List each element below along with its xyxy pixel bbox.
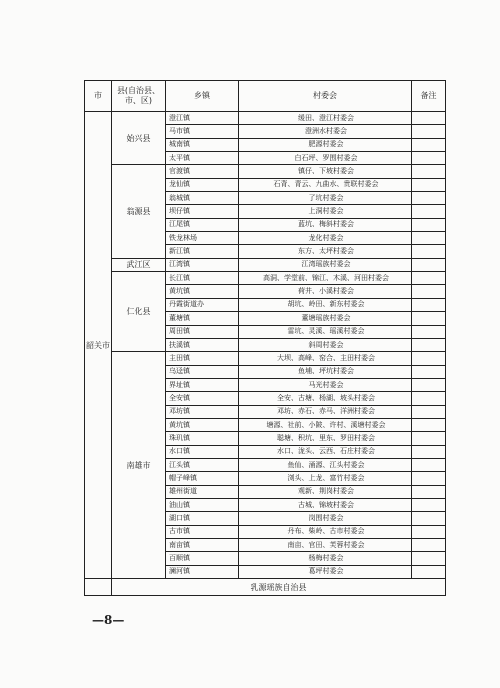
village-cell: 鱼埔、坪坑村委会 (239, 365, 412, 378)
village-cell: 南亩、官田、芙蓉村委会 (239, 539, 412, 552)
town-cell: 油山镇 (166, 498, 239, 511)
remark-cell (412, 552, 446, 565)
village-cell: 上洞村委会 (239, 205, 412, 218)
remark-cell (412, 138, 446, 151)
village-cell: 斜周村委会 (239, 338, 412, 351)
remark-cell (412, 312, 446, 325)
village-cell: 水口、泷头、云西、石庄村委会 (239, 445, 412, 458)
remark-cell (412, 232, 446, 245)
remark-cell (412, 432, 446, 445)
table-row (85, 112, 446, 125)
county-cell: 始兴县 (112, 112, 166, 165)
village-cell: 镇仔、下坡村委会 (239, 165, 412, 178)
remark-cell (412, 178, 446, 191)
remark-cell (412, 218, 446, 231)
village-cell: 东方、太坪村委会 (239, 245, 412, 258)
village-cell: 丹布、柴岭、古市村委会 (239, 525, 412, 538)
town-cell: 龙仙镇 (166, 178, 239, 191)
remark-cell (412, 565, 446, 578)
remark-cell (412, 525, 446, 538)
village-cell: 塘源、社前、小陂、许村、溪塘村委会 (239, 418, 412, 431)
county-cell: 翁源县 (112, 165, 166, 258)
remark-cell (412, 472, 446, 485)
village-cell: 葛坪村委会 (239, 565, 412, 578)
village-cell: 观新、荆岗村委会 (239, 485, 412, 498)
header-remark: 备注 (412, 81, 446, 112)
town-cell: 邓坊镇 (166, 405, 239, 418)
village-cell: 杨梅村委会 (239, 552, 412, 565)
town-cell: 江尾镇 (166, 218, 239, 231)
header-town: 乡镇 (166, 81, 239, 112)
town-cell: 马市镇 (166, 125, 239, 138)
county-cell: 武江区 (112, 258, 166, 271)
town-cell: 黄坑镇 (166, 285, 239, 298)
town-cell: 珠玑镇 (166, 432, 239, 445)
table-row (85, 165, 446, 178)
remark-cell (412, 539, 446, 552)
village-cell: 大坝、高峰、窑合、主田村委会 (239, 352, 412, 365)
village-cell: 高洞、学堂前、锦江、木溪、河田村委会 (239, 272, 412, 285)
table-row-bottom (85, 579, 446, 596)
table-row (85, 352, 446, 365)
town-cell: 铁龙林场 (166, 232, 239, 245)
town-cell: 丹霞街道办 (166, 298, 239, 311)
village-cell: 浏头、上龙、富竹村委会 (239, 472, 412, 485)
remark-cell (412, 445, 446, 458)
town-cell: 董塘镇 (166, 312, 239, 325)
remark-cell (412, 285, 446, 298)
town-cell: 主田镇 (166, 352, 239, 365)
village-cell: 岗围村委会 (239, 512, 412, 525)
table-row (85, 272, 446, 285)
village-cell: 荷井、小溪村委会 (239, 285, 412, 298)
village-cell: 澄洲水村委会 (239, 125, 412, 138)
town-cell: 官渡镇 (166, 165, 239, 178)
remark-cell (412, 392, 446, 405)
village-cell: 胡坑、岭田、新东村委会 (239, 298, 412, 311)
remark-cell (412, 365, 446, 378)
village-cell: 龙化村委会 (239, 232, 412, 245)
header-city: 市 (85, 81, 112, 112)
village-cell: 缓田、澄江村委会 (239, 112, 412, 125)
header-county: 县(自治县、市、区) (112, 81, 166, 112)
town-cell: 黄坑镇 (166, 418, 239, 431)
table-header-row (85, 81, 446, 112)
town-cell: 城南镇 (166, 138, 239, 151)
town-cell: 新江镇 (166, 245, 239, 258)
remark-cell (412, 338, 446, 351)
bottom-county-cell: 乳源瑶族自治县 (112, 579, 446, 596)
town-cell: 周田镇 (166, 325, 239, 338)
remark-cell (412, 192, 446, 205)
town-cell: 界址镇 (166, 378, 239, 391)
village-cell: 聪塘、积坑、里东、罗田村委会 (239, 432, 412, 445)
town-cell: 扶溪镇 (166, 338, 239, 351)
village-cell: 肥源村委会 (239, 138, 412, 151)
village-table-wrapper (84, 80, 445, 596)
village-cell: 雷坑、灵溪、瑶溪村委会 (239, 325, 412, 338)
town-cell: 南亩镇 (166, 539, 239, 552)
remark-cell (412, 152, 446, 165)
city-cell: 韶关市 (85, 112, 112, 579)
village-cell: 马光村委会 (239, 378, 412, 391)
town-cell: 澜河镇 (166, 565, 239, 578)
town-cell: 澄江镇 (166, 112, 239, 125)
town-cell: 太平镇 (166, 152, 239, 165)
village-cell: 白石坪、罗围村委会 (239, 152, 412, 165)
remark-cell (412, 352, 446, 365)
remark-cell (412, 458, 446, 471)
village-cell: 江湾瑶族村委会 (239, 258, 412, 271)
town-cell: 水口镇 (166, 445, 239, 458)
village-cell: 蓝坑、梅斜村委会 (239, 218, 412, 231)
village-cell: 董塘瑶族村委会 (239, 312, 412, 325)
remark-cell (412, 378, 446, 391)
remark-cell (412, 125, 446, 138)
empty-cell (85, 579, 112, 596)
village-cell: 邓坊、赤石、赤马、洋洲村委会 (239, 405, 412, 418)
town-cell: 全安镇 (166, 392, 239, 405)
village-cell: 全安、古塘、杨湖、坡头村委会 (239, 392, 412, 405)
town-cell: 翁城镇 (166, 192, 239, 205)
remark-cell (412, 498, 446, 511)
town-cell: 帽子峰镇 (166, 472, 239, 485)
remark-cell (412, 112, 446, 125)
town-cell: 百顺镇 (166, 552, 239, 565)
village-cell: 鱼仙、涌源、江头村委会 (239, 458, 412, 471)
remark-cell (412, 258, 446, 271)
remark-cell (412, 418, 446, 431)
remark-cell (412, 405, 446, 418)
remark-cell (412, 165, 446, 178)
table-body (85, 112, 446, 596)
header-village: 村委会 (239, 81, 412, 112)
county-cell: 南雄市 (112, 352, 166, 579)
town-cell: 江湾镇 (166, 258, 239, 271)
remark-cell (412, 245, 446, 258)
page-number: —8— (92, 613, 125, 627)
town-cell: 长江镇 (166, 272, 239, 285)
village-table (84, 80, 446, 596)
village-cell: 石背、青云、九曲水、贵联村委会 (239, 178, 412, 191)
remark-cell (412, 512, 446, 525)
village-cell: 了坑村委会 (239, 192, 412, 205)
remark-cell (412, 272, 446, 285)
remark-cell (412, 325, 446, 338)
remark-cell (412, 205, 446, 218)
remark-cell (412, 485, 446, 498)
town-cell: 雄州街道 (166, 485, 239, 498)
town-cell: 湖口镇 (166, 512, 239, 525)
town-cell: 坝仔镇 (166, 205, 239, 218)
town-cell: 乌迳镇 (166, 365, 239, 378)
town-cell: 古市镇 (166, 525, 239, 538)
town-cell: 江头镇 (166, 458, 239, 471)
village-cell: 古城、锦坡村委会 (239, 498, 412, 511)
remark-cell (412, 298, 446, 311)
table-row (85, 258, 446, 271)
county-cell: 仁化县 (112, 272, 166, 352)
